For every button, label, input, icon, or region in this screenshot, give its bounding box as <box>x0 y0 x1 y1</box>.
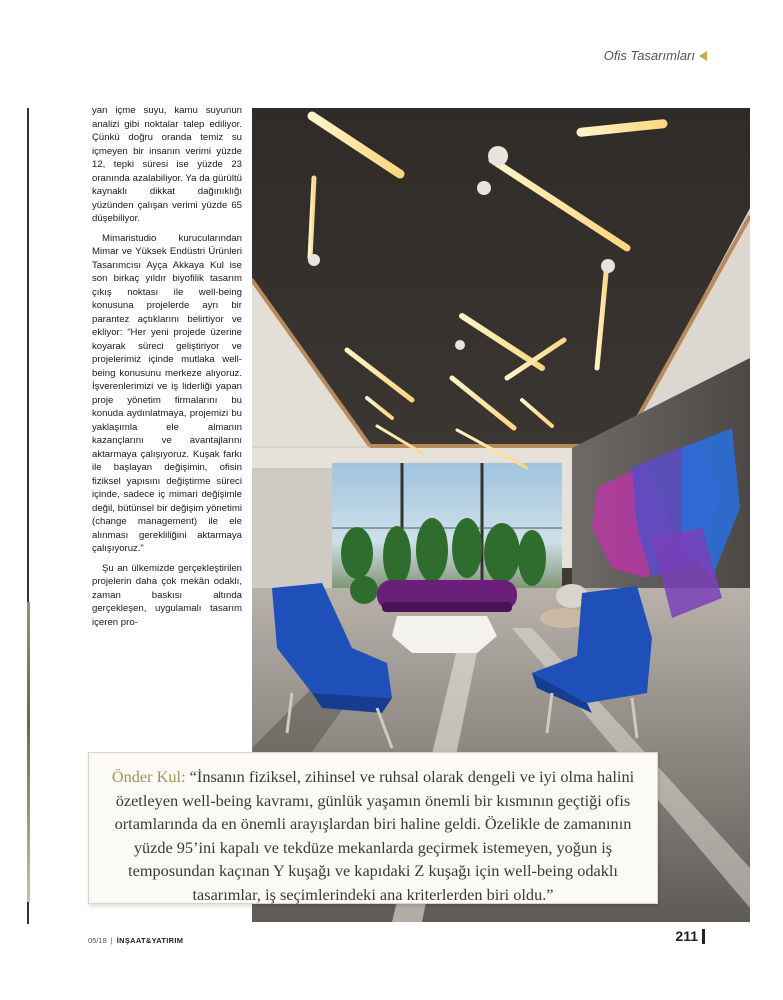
article-paragraph: yan içme suyu, kamu suyunun analizi gibi noktalar talep ediliyor. Çünkü doğru oranda temiz su içmeyen bir insanın verimi yüzde 12, tepki süresi ise yüzde 23 oranında azalabiliyor. Ya da gürültü kaynaklı dikkat dağınıklığı yüzünden çalışan verimi yüzde 65 düşebiliyor. <box>92 105 242 224</box>
page-number-bar <box>702 929 705 944</box>
section-label <box>604 48 707 63</box>
adjacent-page-image-strip <box>27 602 30 902</box>
pull-quote-speaker: Önder Kul: <box>111 767 186 786</box>
section-title: Ofis Tasarımları <box>603 48 695 63</box>
page-number <box>675 928 705 944</box>
white-table <box>392 616 497 653</box>
pull-quote-body: “İnsanın fiziksel, zihinsel ve ruhsal olarak dengeli ve iyi olma halini özetleyen well-being kavramı, günlük yaşamın önemli bir kısmının geçtiği ofis ortamlarında da en önemli arayışlardan biri haline geldi. Özelikle de zamanının yüzde 95’ini kapalı ve tekdüze mekanlarda geçirmek istemeyen, yoğun iş temposundan kaçınan Y kuşağı ve kapıdaki Z kuşağı için well-being odaklı tasarımlar, iş seçimlerindeki ana kriterlerden biri oldu.” <box>114 767 635 904</box>
article-paragraph: Şu an ülkemizde gerçekleştirilen projelerin daha çok mekân odaklı, zaman baskısı altında gerçekleşen, uygulamalı tasarım içeren pro- <box>92 562 242 628</box>
magazine-name: İNŞAAT&YATIRIM <box>116 936 184 945</box>
section-arrow-icon <box>699 51 707 61</box>
footer-divider: | <box>110 936 113 945</box>
article-paragraph: Mimaristudio kurucularından Mimar ve Yüksek Endüstri Ürünleri Tasarımcısı Ayça Akkaya Kul ise son birkaç yıldır biyofilik tasarım çıkış noktası ile well-being konusuna projelerde ayrı bir parantez açtıklarını belirtiyor ve ekliyor: “Her yeni projede üzerine koyarak süreci geliştiriyor ve projelerimiz içinde mutlaka well-being konusunu merkeze alıyoruz. İşverenlerimizi ve iş liderliği yapan proje yönetim firmalarını bu konuda aydınlatmaya, projemizi bu yaklaşımla ele almanın kazançlarını ve avantajlarını aktarmaya çalışıyoruz. Kuşak farkı ile başlayan değişimin, ofisin fiziksel yapısını değiştirme süreci içinde, sadece iç mimari değişimle değil, bütünsel bir değişim yönetimi (change management) ile ele alınması gerekliliğini aktarmaya çalışıyoruz.” <box>92 232 242 554</box>
article-body <box>92 104 242 635</box>
footer-issue-info <box>88 936 183 945</box>
page-number-value: 211 <box>675 928 698 944</box>
issue-date: 05/18 <box>88 936 107 945</box>
pull-quote <box>88 752 658 904</box>
pull-quote-text <box>103 765 643 906</box>
